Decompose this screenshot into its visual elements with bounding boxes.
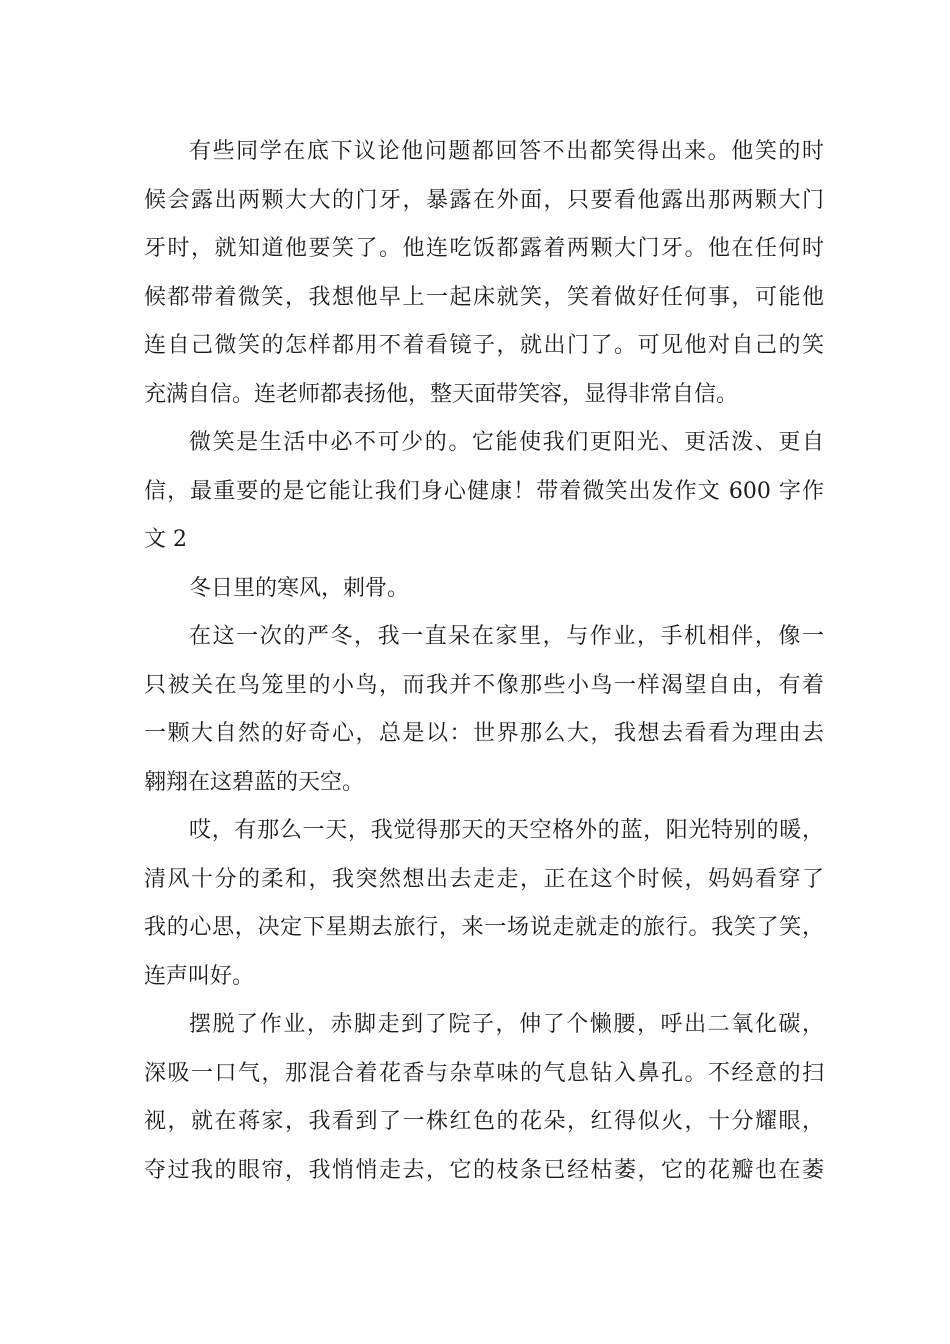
text-line: 微笑是生活中必不可少的。它能使我们更阳光、更活泼、更自 [189, 430, 824, 455]
text-line: 哎，有那么一天，我觉得那天的天空格外的蓝，阳光特别的暖， [189, 818, 824, 843]
text-line: 翱翔在这碧蓝的天空。 [144, 769, 365, 795]
document-page [144, 128, 824, 1195]
text-line: 候都带着微笑，我想他早上一起床就笑，笑着做好任何事，可能他 [144, 284, 824, 310]
text-line: 在这一次的严冬，我一直呆在家里，与作业，手机相伴，像一 [189, 624, 824, 649]
paragraph [144, 613, 824, 807]
text-line: 连声叫好。 [144, 963, 255, 989]
text-line: 牙时，就知道他要笑了。他连吃饭都露着两颗大门牙。他在任何时 [144, 236, 824, 261]
paragraph [144, 419, 824, 565]
text-line: 信，最重要的是它能让我们身心健康！带着微笑出发作文 600 字作 [144, 478, 824, 504]
text-line: 有些同学在底下议论他问题都回答不出都笑得出来。他笑的时 [189, 139, 824, 164]
text-line: 候会露出两颗大大的门牙，暴露在外面，只要看他露出那两颗大门 [144, 187, 824, 213]
paragraph [144, 1001, 824, 1195]
text-line: 视，就在蒋家，我看到了一株红色的花朵，红得似火，十分耀眼， [144, 1109, 824, 1134]
text-line: 摆脱了作业，赤脚走到了院子，伸了个懒腰，呼出二氧化碳， [189, 1012, 824, 1037]
text-line: 连自己微笑的怎样都用不着看镜子，就出门了。可见他对自己的笑 [144, 333, 824, 358]
text-line: 我的心思，决定下星期去旅行，来一场说走就走的旅行。我笑了笑， [144, 915, 824, 940]
paragraph [144, 128, 824, 419]
paragraph [144, 565, 824, 614]
text-line: 冬日里的寒风，刺骨。 [189, 575, 410, 601]
text-line: 一颗大自然的好奇心，总是以：世界那么大，我想去看看为理由去 [144, 721, 824, 746]
text-line: 清风十分的柔和，我突然想出去走走，正在这个时候，妈妈看穿了 [144, 866, 824, 892]
text-line: 夺过我的眼帘，我悄悄走去，它的枝条已经枯萎，它的花瓣也在萎 [144, 1157, 824, 1183]
text-line: 深吸一口气，那混合着花香与杂草味的气息钻入鼻孔。不经意的扫 [144, 1060, 824, 1086]
paragraph [144, 807, 824, 1001]
text-line: 只被关在鸟笼里的小鸟，而我并不像那些小鸟一样渴望自由，有着 [144, 672, 824, 698]
text-line: 文 2 [144, 527, 187, 552]
text-line: 充满自信。连老师都表扬他，整天面带笑容，显得非常自信。 [144, 381, 739, 407]
